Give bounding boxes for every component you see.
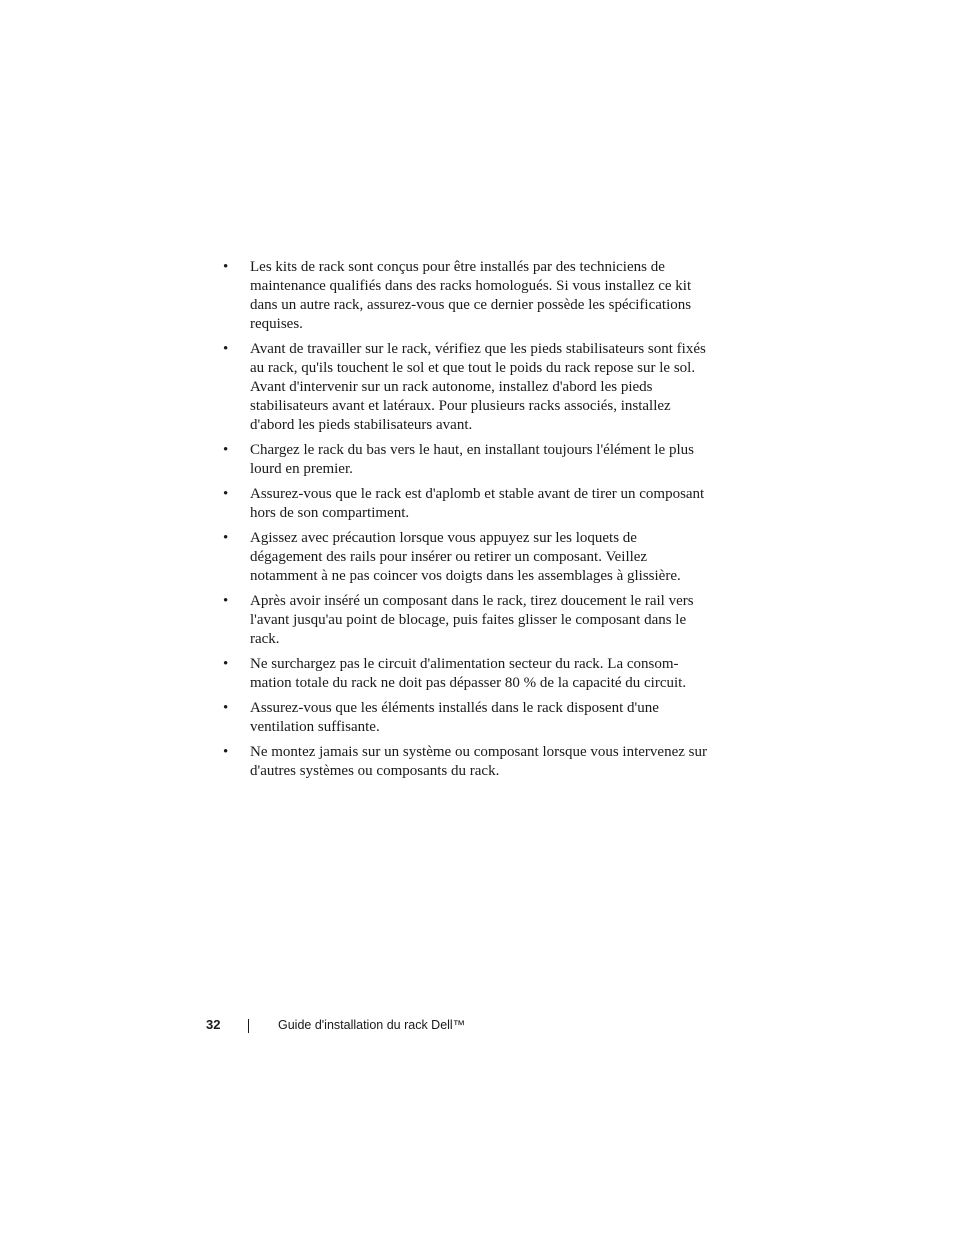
bullet-marker: •	[223, 341, 229, 357]
bullet-text: Ne montez jamais sur un système ou composant lorsque vous intervenez sur d'autres systèmes ou composants du rack.	[250, 744, 707, 779]
bullet-item-2	[223, 340, 713, 435]
footer-title: Guide d'installation du rack Dell™	[278, 1018, 466, 1032]
safety-bullet-list	[223, 258, 713, 787]
bullet-text: Agissez avec précaution lorsque vous appuyez sur les loquets de dégagement des rails pour insérer ou retirer un composant. Veillez notamment à ne pas coincer vos doigts dans les assemblages à glissière.	[250, 530, 681, 584]
page-number: 32	[206, 1017, 221, 1032]
bullet-text: Les kits de rack sont conçus pour être installés par des techniciens de maintenance qualifiés dans des racks homologués. Si vous installez ce kit dans un autre rack, assurez-vous que ce dernier possède les spécifications requises.	[250, 259, 692, 332]
bullet-text: Assurez-vous que le rack est d'aplomb et stable avant de tirer un composant hors de son compartiment.	[250, 486, 705, 521]
bullet-item-9	[223, 743, 713, 781]
bullet-marker: •	[223, 700, 229, 716]
bullet-text: Assurez-vous que les éléments installés dans le rack disposent d'une ventilation suffisante.	[250, 700, 659, 735]
bullet-marker: •	[223, 593, 229, 609]
bullet-marker: •	[223, 259, 229, 275]
footer-divider	[248, 1019, 249, 1033]
bullet-item-8	[223, 699, 713, 737]
bullet-marker: •	[223, 442, 229, 458]
bullet-item-7	[223, 655, 713, 693]
bullet-item-4	[223, 485, 713, 523]
bullet-text: Après avoir inséré un composant dans le rack, tirez doucement le rail vers l'avant jusqu'au point de blocage, puis faites glisser le composant dans le rack.	[250, 593, 694, 647]
bullet-item-5	[223, 529, 713, 586]
bullet-text: Ne surchargez pas le circuit d'alimentation secteur du rack. La consom-mation totale du rack ne doit pas dépasser 80 % de la capacité du circuit.	[250, 656, 687, 691]
bullet-marker: •	[223, 530, 229, 546]
bullet-item-3	[223, 441, 713, 479]
bullet-marker: •	[223, 744, 229, 760]
bullet-marker: •	[223, 486, 229, 502]
bullet-marker: •	[223, 656, 229, 672]
bullet-item-6	[223, 592, 713, 649]
bullet-text: Chargez le rack du bas vers le haut, en installant toujours l'élément le plus lourd en premier.	[250, 442, 694, 477]
bullet-item-1	[223, 258, 713, 334]
bullet-text: Avant de travailler sur le rack, vérifiez que les pieds stabilisateurs sont fixés au rack, qu'ils touchent le sol et que tout le poids du rack repose sur le sol. Avant d'intervenir sur un rack autonome, installez d'abord les pieds stabilisateurs avant et latéraux. Pour plusieurs racks associés, installez d'abord les pieds stabilisateurs avant.	[250, 341, 706, 433]
